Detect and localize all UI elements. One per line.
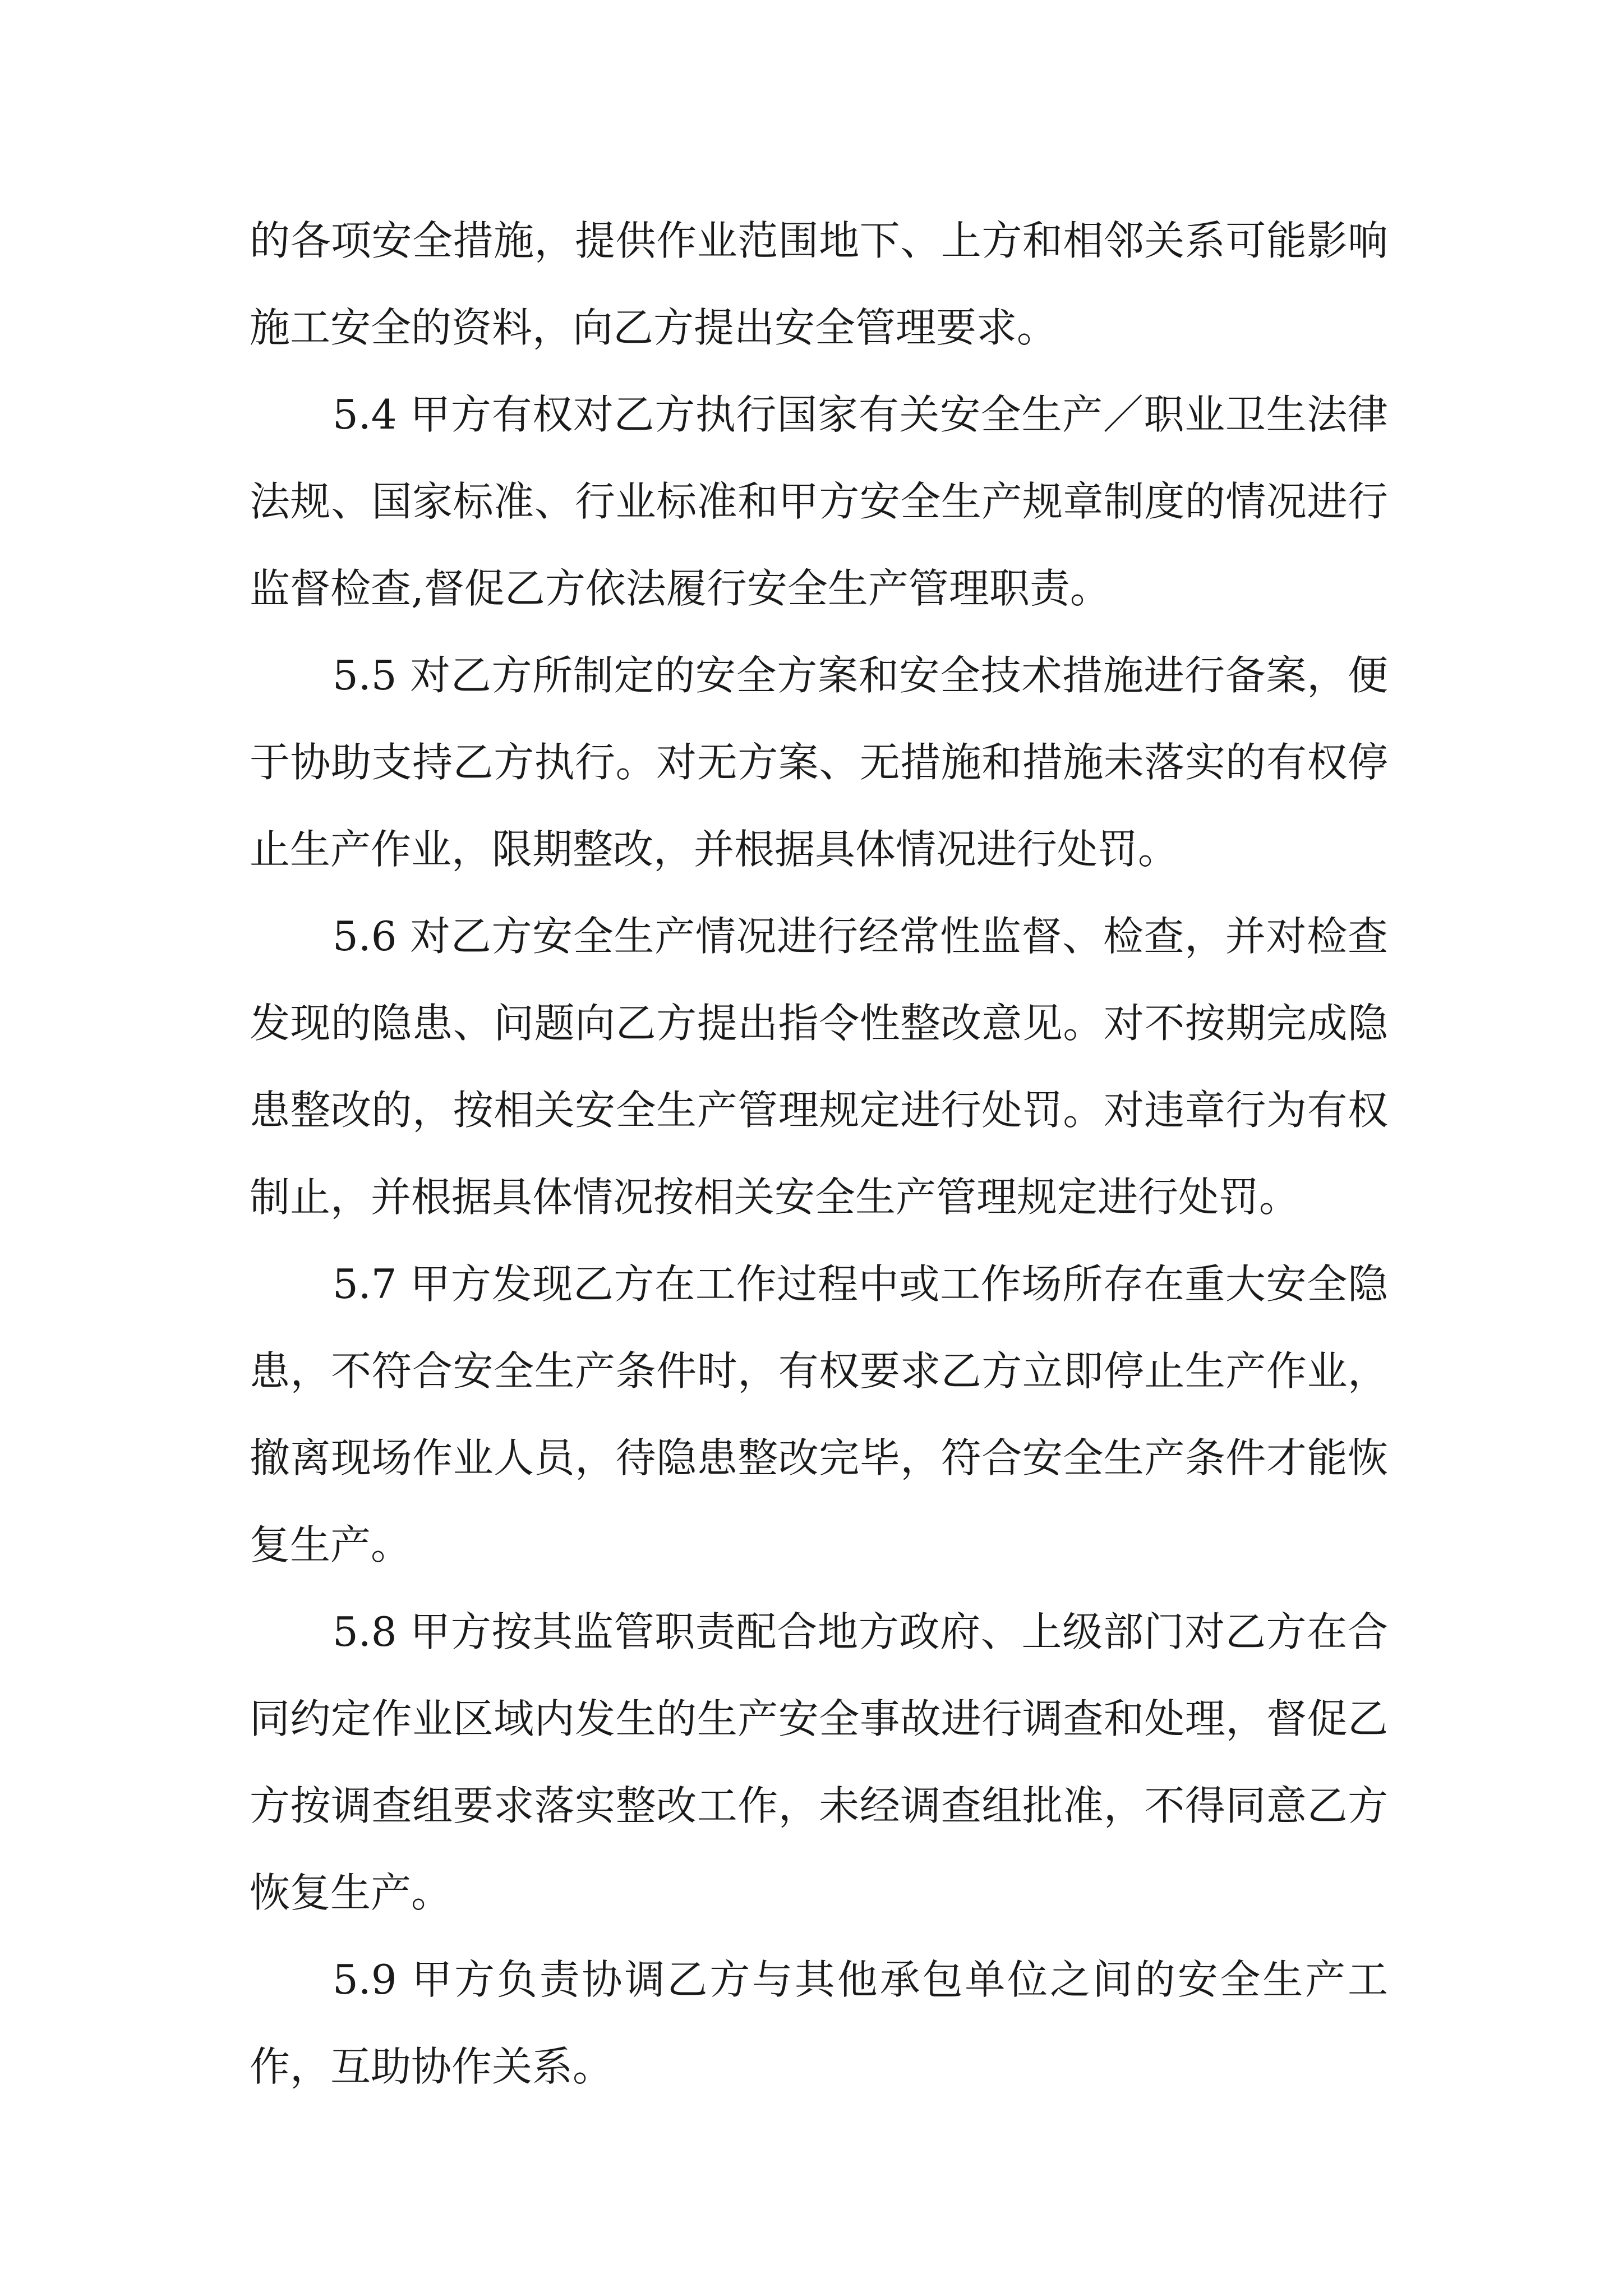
paragraph-5-5: 5.5 对乙方所制定的安全方案和安全技术措施进行备案，便于协助支持乙方执行。对无方案、无措施和措施未落实的有权停止生产作业，限期整改，并根据具体情况进行处罚。 <box>250 652 1388 873</box>
paragraph-5-9: 5.9 甲方负责协调乙方与其他承包单位之间的安全生产工作，互助协作关系。 <box>250 1956 1388 2090</box>
paragraph-5-7: 5.7 甲方发现乙方在工作过程中或工作场所存在重大安全隐患，不符合安全生产条件时，有权要求乙方立即停止生产作业，撤离现场作业人员，待隐患整改完毕，符合安全生产条件才能恢复生产。 <box>250 1260 1388 1568</box>
paragraph-5-8: 5.8 甲方按其监管职责配合地方政府、上级部门对乙方在合同约定作业区域内发生的生产安全事故进行调查和处理，督促乙方按调查组要求落实整改工作，未经调查组批准，不得同意乙方恢复生产。 <box>250 1608 1388 1916</box>
document-body <box>250 197 1388 2110</box>
paragraph-5-4: 5.4 甲方有权对乙方执行国家有关安全生产／职业卫生法律法规、国家标准、行业标准和甲方安全生产规章制度的情况进行监督检查,督促乙方依法履行安全生产管理职责。 <box>250 391 1388 612</box>
paragraph-continuation: 的各项安全措施，提供作业范围地下、上方和相邻关系可能影响施工安全的资料，向乙方提出安全管理要求。 <box>250 217 1388 351</box>
paragraph-5-6: 5.6 对乙方安全生产情况进行经常性监督、检查，并对检查发现的隐患、问题向乙方提出指令性整改意见。对不按期完成隐患整改的，按相关安全生产管理规定进行处罚。对违章行为有权制止，并根据具体情况按相关安全生产管理规定进行处罚。 <box>250 913 1388 1221</box>
